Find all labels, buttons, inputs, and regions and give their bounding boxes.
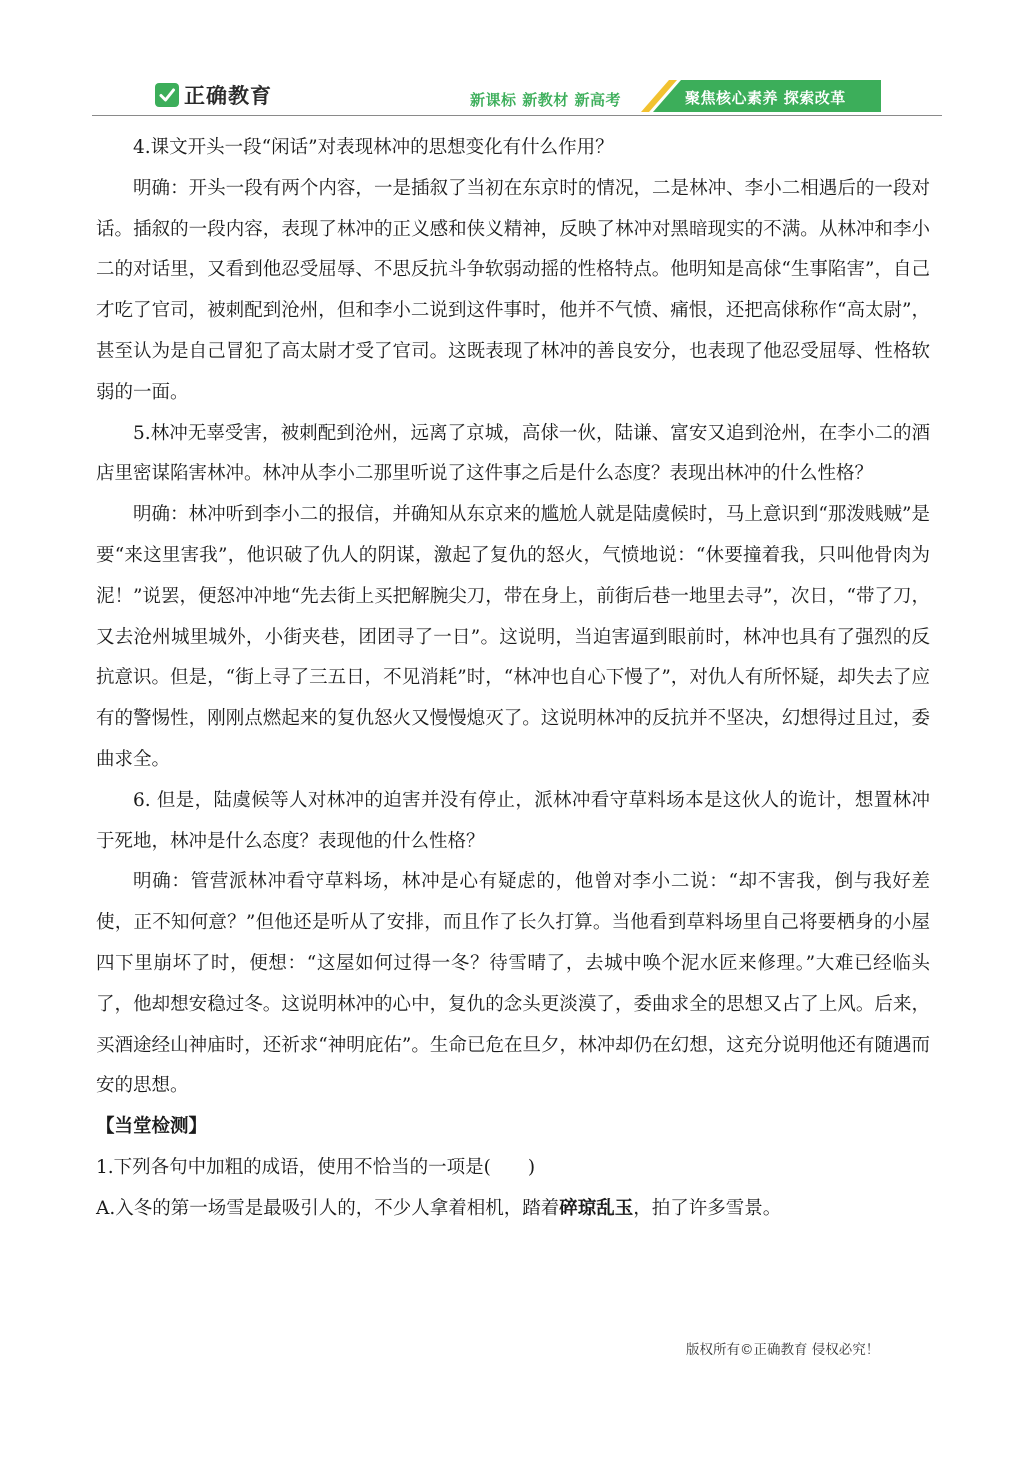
page-header [0, 0, 1034, 120]
answer-6: 明确：管营派林冲看守草料场，林冲是心有疑虑的，他曾对李小二说：“却不害我，倒与我好差使，正不知何意？”但他还是听从了安排，而且作了长久打算。当他看到草料场里自己将要栖身的小屋四下里崩坏了时，便想：“这屋如何过得一冬？待雪晴了，去城中唤个泥水匠来修理。”大难已经临头了，他却想安稳过冬。这说明林冲的心中，复仇的念头更淡漠了，委曲求全的思想又占了上风。后来，买酒途经山神庙时，还祈求“神明庇佑”。生命已危在旦夕，林冲却仍在幻想，这充分说明他还有随遇而安的思想。 [96, 871, 930, 1097]
option-a-text: A.入冬的第一场雪是最吸引人的，不少人拿着相机，踏着 [96, 1197, 560, 1219]
slogan-banner [641, 80, 881, 112]
option-a [96, 1189, 930, 1230]
slogan-core-literacy: 聚焦核心素养 探索改革 [685, 89, 846, 107]
bold-idiom: 碎琼乱玉 [559, 1197, 634, 1219]
question-6: 6. 但是，陆虞候等人对林冲的迫害并没有停止，派林冲看守草料场本是这伙人的诡计，想置林冲于死地，林冲是什么态度？表现他的什么性格？ [96, 789, 930, 852]
brand-name: 正确教育 [184, 84, 272, 108]
answer-5: 明确：林冲听到李小二的报信，并确知从东京来的尴尬人就是陆虞候时，马上意识到“那泼贱贼”是要“来这里害我”，他识破了仇人的阴谋，激起了复仇的怒火，气愤地说：“休要撞着我，只叫他骨肉为泥！”说罢，便怒冲冲地“先去街上买把解腕尖刀，带在身上，前街后巷一地里去寻”，次日，“带了刀，又去沧州城里城外，小街夹巷，团团寻了一日”。这说明，当迫害逼到眼前时，林冲也具有了强烈的反抗意识。但是，“街上寻了三五日，不见消耗”时，“林冲也自心下慢了”，对仇人有所怀疑，却失去了应有的警惕性，刚刚点燃起来的复仇怒火又慢慢熄灭了。这说明林冲的反抗并不坚决，幻想得过且过，委曲求全。 [96, 504, 930, 770]
copyright-notice: 版权所有©正确教育 侵权必究！ [686, 1342, 880, 1358]
question-4: 4.课文开头一段“闲话”对表现林冲的思想变化有什么作用？ [133, 137, 614, 158]
section-heading: 【当堂检测】 [96, 1116, 208, 1138]
brand-logo [155, 80, 272, 110]
document-body [96, 128, 930, 1230]
check-icon [155, 83, 179, 107]
test-question-1: 1.下列各句中加粗的成语，使用不恰当的一项是( ) [96, 1156, 536, 1178]
slogan-new-curriculum: 新课标 新教材 新高考 [470, 91, 621, 109]
answer-4: 明确：开头一段有两个内容，一是插叙了当初在东京时的情况，二是林冲、李小二相遇后的一段对话。插叙的一段内容，表现了林冲的正义感和侠义精神，反映了林冲对黑暗现实的不满。从林冲和李小二的对话里，又看到他忍受屈辱、不思反抗斗争软弱动摇的性格特点。他明知是高俅“生事陷害”，自己才吃了官司，被刺配到沧州，但和李小二说到这件事时，他并不气愤、痛恨，还把高俅称作“高太尉”，甚至认为是自己冒犯了高太尉才受了官司。这既表现了林冲的善良安分，也表现了他忍受屈辱、性格软弱的一面。 [96, 177, 930, 403]
option-a-tail: ，拍了许多雪景。 [633, 1197, 782, 1219]
question-5: 5.林冲无辜受害，被刺配到沧州，远离了京城，高俅一伙，陆谦、富安又追到沧州，在李小二的酒店里密谋陷害林冲。林冲从李小二那里听说了这件事之后是什么态度？表现出林冲的什么性格？ [96, 422, 930, 485]
header-divider [92, 115, 942, 116]
